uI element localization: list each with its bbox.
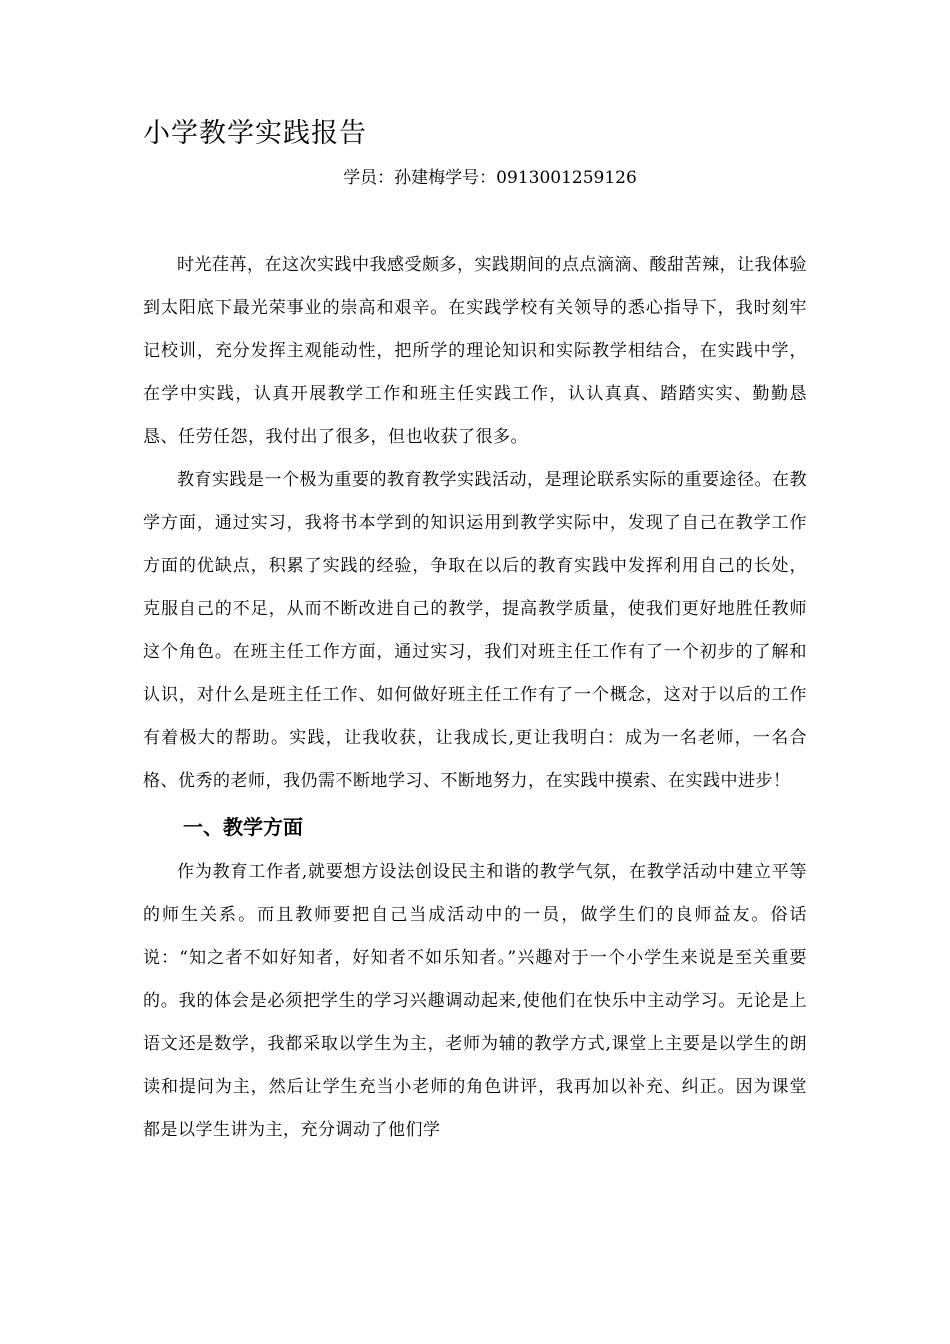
body-paragraph-2: 教育实践是一个极为重要的教育教学实践活动，是理论联系实际的重要途径。在教学方面，通过实习，我将书本学到的知识运用到教学实际中，发现了自己在教学工作方面的优缺点，积累了实践的经验，争取在以后的教育实践中发挥利用自己的长处，克服自己的不足，从而不断改进自己的教学，提高教学质量，使我们更好地胜任教师这个角色。在班主任工作方面，通过实习，我们对班主任工作有了一个初步的了解和认识，对什么是班主任工作、如何做好班主任工作有了一个概念，这对于以后的工作有着极大的帮助。实践，让我收获，让我成长,更让我明白：成为一名老师，一名合格、优秀的老师，我仍需不断地学习、不断地努力，在实践中摸索、在实践中进步！ — [143, 470, 807, 791]
document-title: 小学教学实践报告 — [143, 118, 367, 149]
author-byline: 学员：孙建梅学号：0913001259126 — [343, 168, 637, 188]
body-paragraph-1: 时光荏苒，在这次实践中我感受颇多，实践期间的点点滴滴、酸甜苦辣，让我体验到太阳底下最光荣事业的崇高和艰辛。在实践学校有关领导的悉心指导下，我时刻牢记校训，充分发挥主观能动性，把所学的理论知识和实际教学相结合，在实践中学，在学中实践，认真开展教学工作和班主任实践工作，认认真真、踏踏实实、勤勤恳恳、任劳任怨，我付出了很多，但也收获了很多。 — [143, 255, 807, 447]
section-heading-teaching: 一、教学方面 — [183, 815, 303, 839]
section-paragraph-teaching: 作为教育工作者,就要想方设法创设民主和谐的教学气氛，在教学活动中建立平等的师生关系。而且教师要把自己当成活动中的一员，做学生们的良师益友。俗话说：“知之者不如好知者，好知者不如乐知者。”兴趣对于一个小学生来说是至关重要的。我的体会是必须把学生的学习兴趣调动起来,使他们在快乐中主动学习。无论是上语文还是数学，我都采取以学生为主，老师为辅的教学方式,课堂上主要是以学生的朗读和提问为主，然后让学生充当小老师的角色讲评，我再加以补充、纠正。因为课堂都是以学生讲为主，充分调动了他们学 — [143, 862, 807, 1140]
